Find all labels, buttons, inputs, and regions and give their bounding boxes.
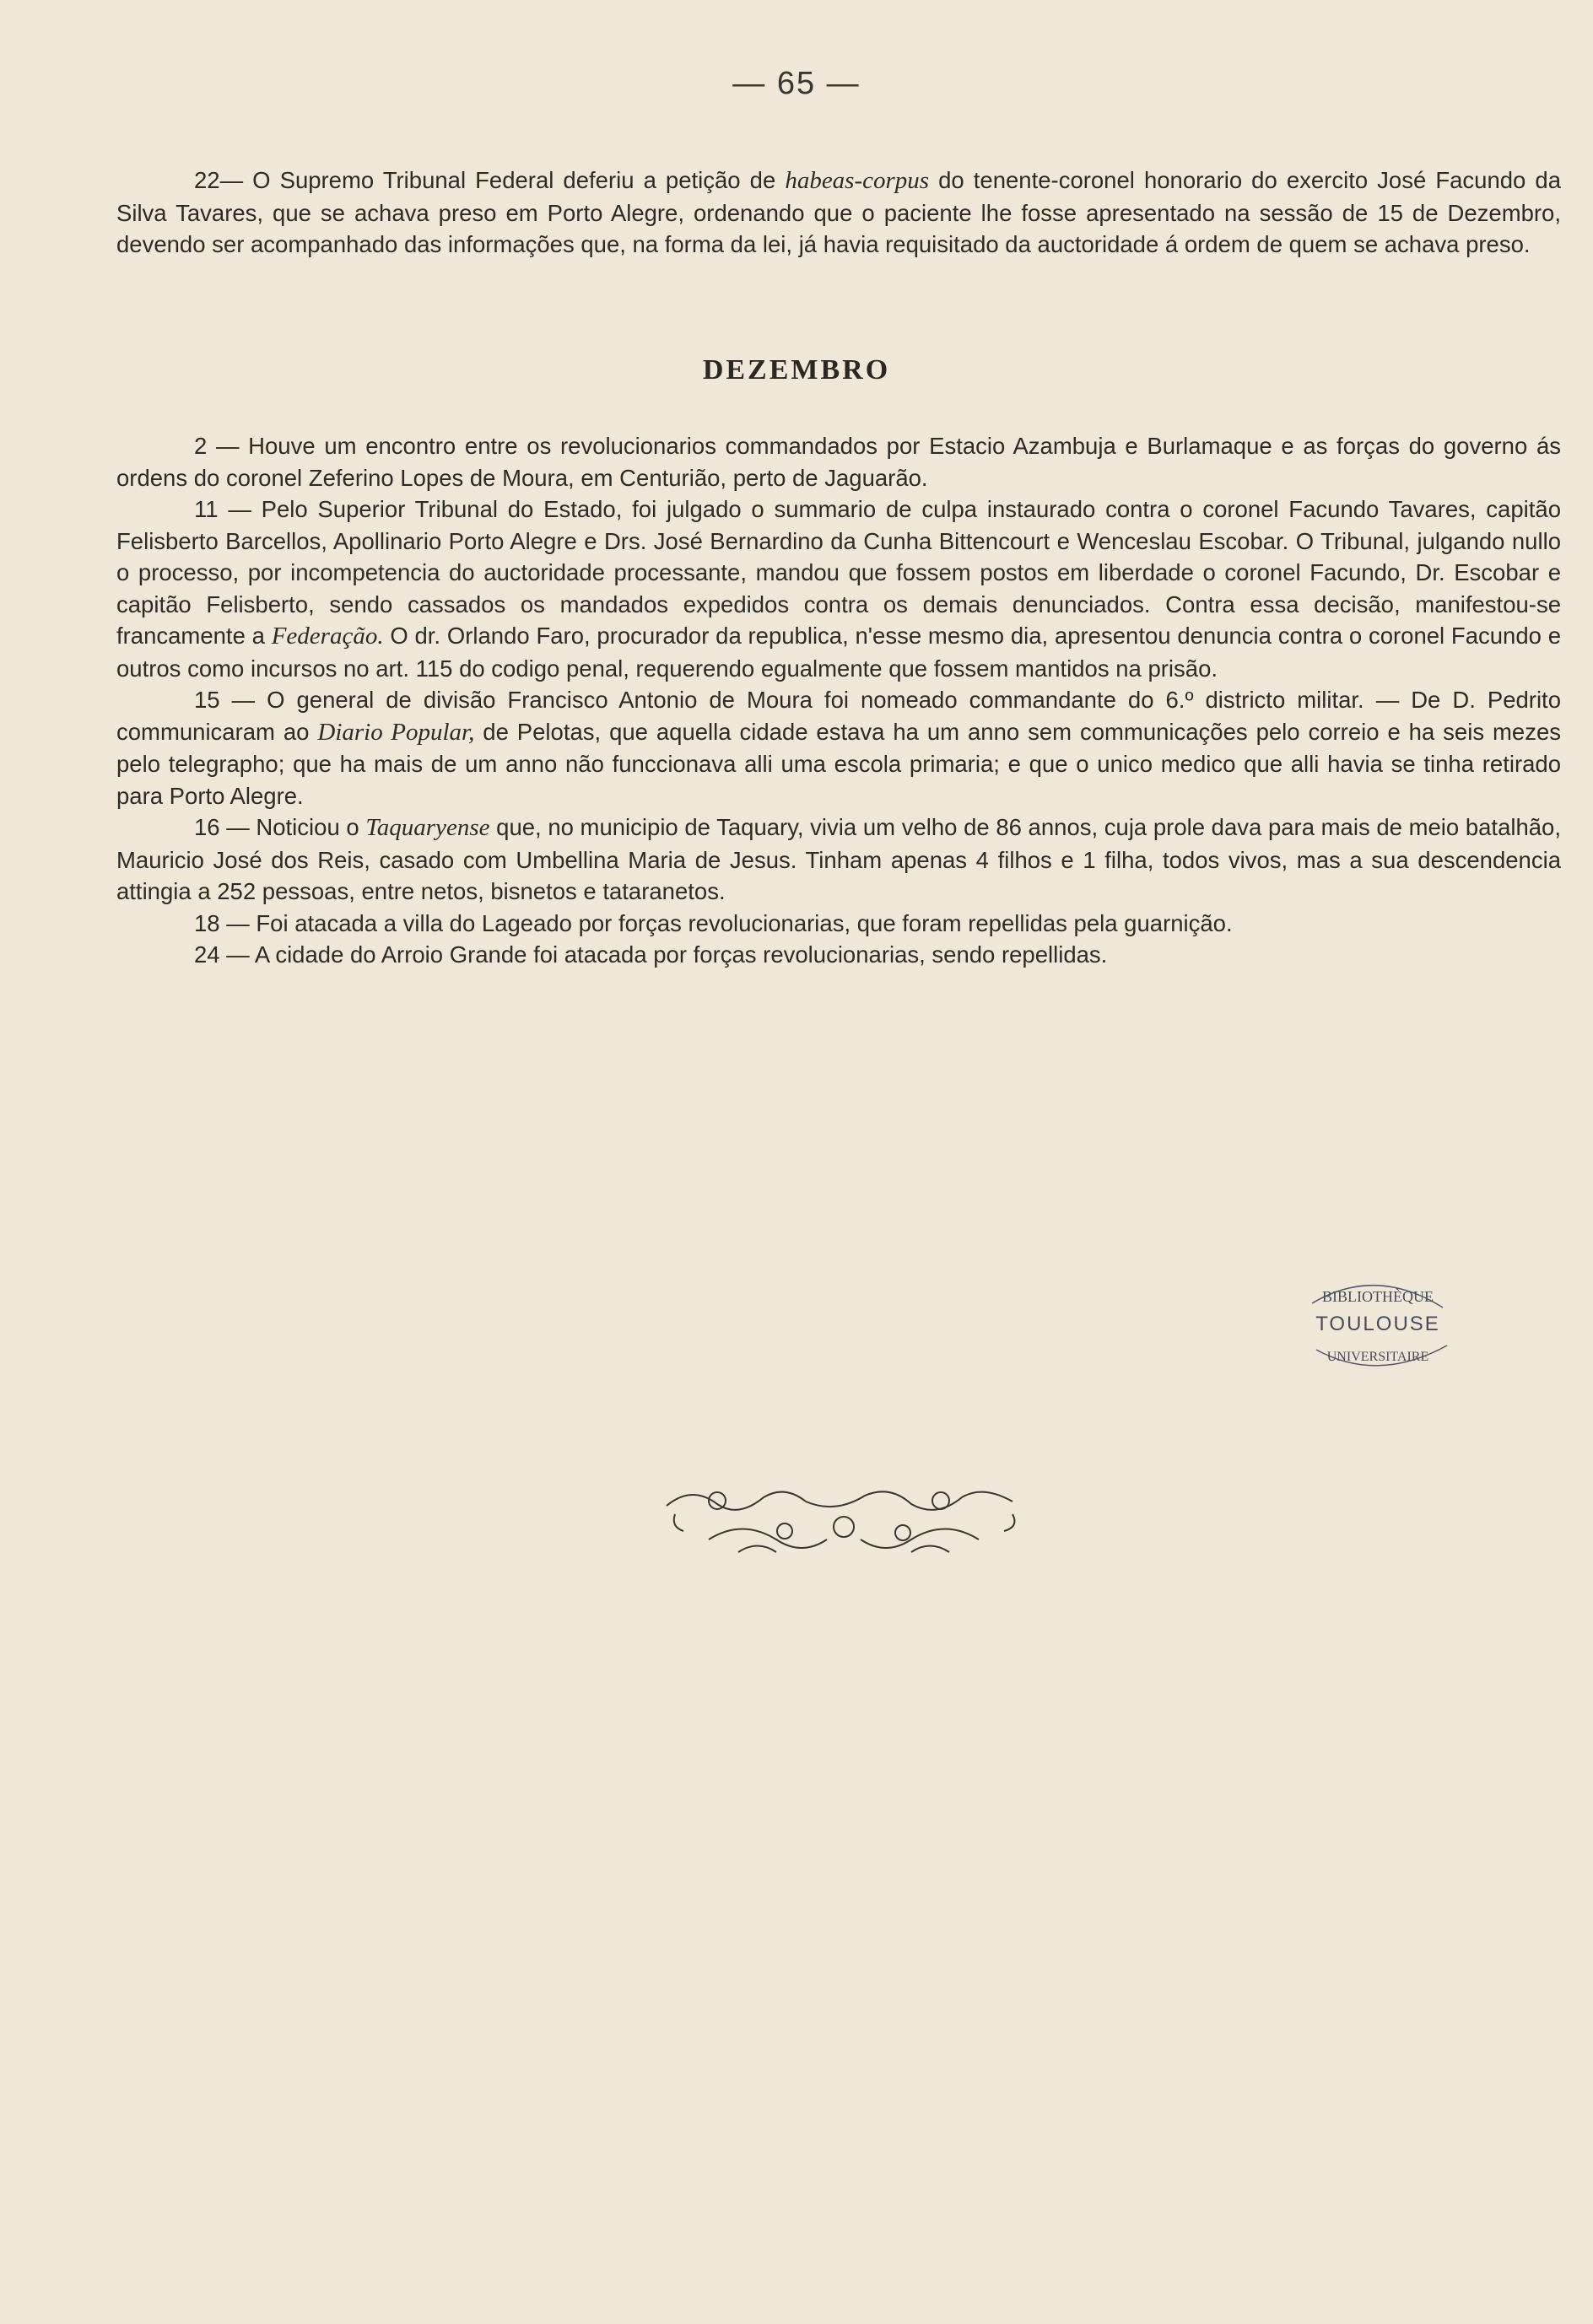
intro-italic: habeas-corpus [785, 167, 930, 194]
entry-paragraph [116, 430, 1561, 493]
entry-paragraph [116, 493, 1561, 684]
ornament-icon [658, 1480, 1029, 1561]
entry-paragraph [116, 812, 1561, 908]
entry-text: — Noticiou o [219, 814, 366, 840]
entry-day: 24 [194, 941, 220, 968]
stamp-top-text: BIBLIOTHÈQUE [1322, 1288, 1434, 1305]
entry-text-after: que, no municipio de Taquary, vivia um velho de 86 annos, cuja prole dava para mais de meio batalhão, Mauricio José dos Reis, casado com Umbellina Maria de Jesus. Tinham apenas 4 filhos e 1 filha, todos vivos, mas a sua descendencia attingia a 252 pessoas, entre netos, bisnetos e tataranetos. [116, 814, 1561, 904]
entry-italic: Diario Popular, [317, 718, 475, 746]
entry-paragraph [116, 908, 1561, 940]
intro-day: 22 [194, 167, 220, 193]
entry-text: — Foi atacada a villa do Lageado por forças revolucionarias, que foram repellidas pela guarnição. [219, 909, 1233, 936]
entry-paragraph [116, 939, 1561, 971]
entry-text-after: de Pelotas, que aquella cidade estava ha um anno sem communicações pelo correio e ha seis mezes pelo telegrapho; que ha mais de um anno não funccionava alli uma escola primaria; e que o unico medico que alli havia se tinha retirado para Porto Alegre. [116, 718, 1561, 809]
entry-day: 11 [194, 496, 219, 522]
entry-day: 15 [194, 687, 220, 713]
entry-day: 16 [194, 814, 220, 840]
intro-paragraph [116, 164, 1561, 261]
entry-day: 18 [194, 909, 220, 936]
entry-text: — Pelo Superior Tribunal do Estado, foi julgado o summario de culpa instaurado contra o coronel Facundo Tavares, capitão Felisberto Barcellos, Apollinario Porto Alegre e Drs. José Bernardino da Cunha Bittencourt e Wenceslau Escobar. O Tribunal, julgando nullo o processo, por incompetencia do auctoridade processante, mandou que fossem postos em liberdade o coronel Facundo, Dr. Escobar e capitão Felisberto, sendo cassados os mandados expedidos contra os demais denunciados. Contra essa decisão, manifestou-se francamente a [116, 496, 1561, 649]
intro-text-after: do tenente-coronel honorario do exercito José Facundo da Silva Tavares, que se achava preso em Porto Alegre, ordenando que o paciente lhe fosse apresentado na sessão de 15 de Dezembro, devendo ser acompanhado das informações que, na forma da lei, já havia requisitado da auctoridade á ordem de quem se achava preso. [116, 167, 1561, 257]
stamp-middle-text: TOULOUSE [1315, 1313, 1440, 1335]
entries-list [116, 430, 1561, 971]
entry-text: — Houve um encontro entre os revolucionarios commandados por Estacio Azambuja e Burlamaque e as forças do governo ás ordens do coronel Zeferino Lopes de Moura, em Centurião, perto de Jaguarão. [116, 433, 1561, 491]
library-stamp [1278, 1270, 1472, 1379]
entry-day: 2 [194, 433, 208, 459]
entry-text: — A cidade do Arroio Grande foi atacada por forças revolucionarias, sendo repellidas. [219, 941, 1108, 968]
entry-paragraph [116, 684, 1561, 812]
entry-italic: Taquaryense [365, 814, 490, 841]
intro-text-before: — O Supremo Tribunal Federal deferiu a petição de [219, 167, 786, 193]
page-number: — 65 — [732, 66, 861, 101]
entry-text-after: O dr. Orlando Faro, procurador da republica, n'esse mesmo dia, apresentou denuncia contra o coronel Facundo e outros como incursos no art. 115 do codigo penal, requerendo egualmente que fossem mantidos na prisão. [116, 623, 1562, 682]
entry-italic: Federação. [271, 623, 384, 650]
entry-text: — O general de divisão Francisco Antonio de Moura foi nomeado commandante do 6.º districto militar. — De D. Pedrito communicaram ao [116, 687, 1561, 745]
month-heading: DEZEMBRO [702, 354, 891, 386]
stamp-bottom-text: UNIVERSITAIRE [1326, 1350, 1429, 1364]
